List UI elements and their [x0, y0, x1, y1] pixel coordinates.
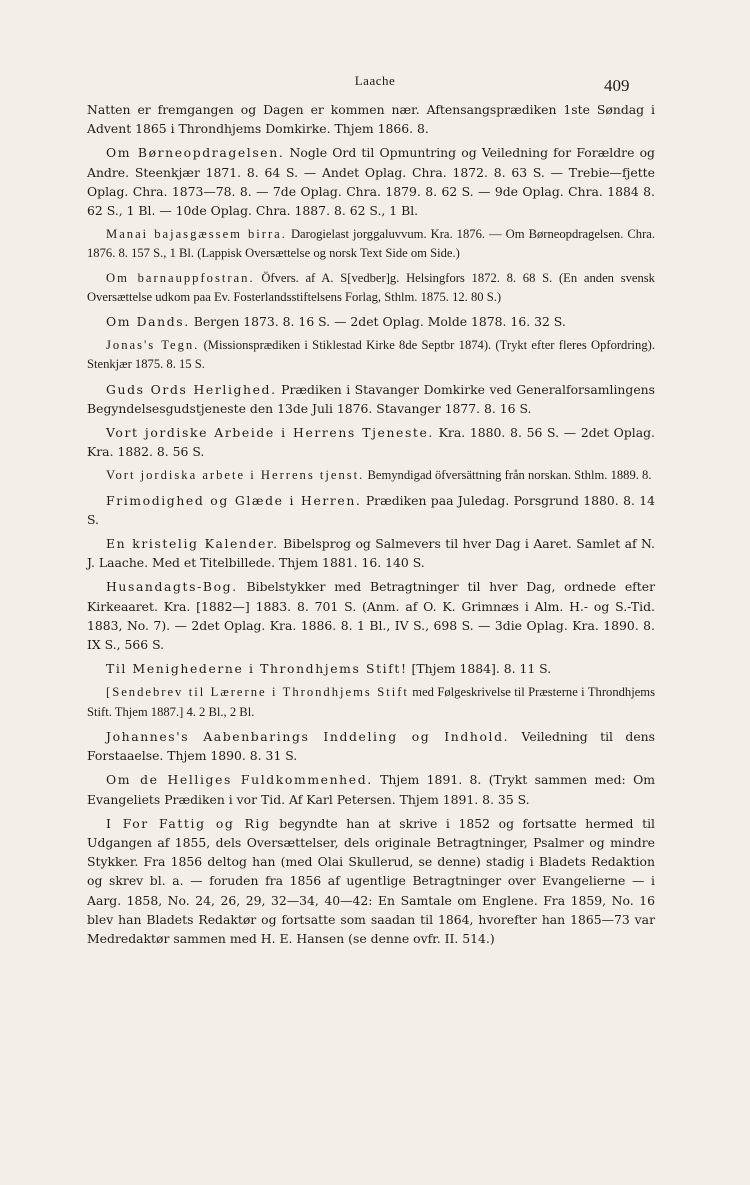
entry-title: Frimodighed og Glæde i Herren.	[106, 492, 362, 508]
bibliography-entry	[87, 380, 655, 418]
entry-text: Thjem 1891. 8. (Trykt sammen med: Om Evangeliets Prædiken i vor Tid. Af Karl Petersen. Thjem 1891. 8. 35 S.	[87, 772, 655, 807]
entry-title: Jonas's Tegn.	[106, 338, 200, 353]
entry-title: Om Dands.	[106, 314, 190, 330]
bibliography-entry	[87, 269, 655, 307]
bibliography-entry	[87, 683, 655, 721]
entry-title: Vort jordiska arbete i Herrens tjenst.	[106, 468, 365, 483]
running-title: Laache	[354, 73, 396, 88]
entry-title: Guds Ords Herlighed.	[106, 381, 277, 397]
entry-text: Veiledning til dens Forstaaelse. Thjem 1890. 8. 31 S.	[87, 728, 656, 764]
bibliography-entry	[87, 577, 655, 654]
bibliography-entry	[87, 100, 655, 138]
entry-title: Vort jordiske Arbeide i Herrens Tjeneste.	[106, 425, 434, 441]
bibliography-entry	[87, 225, 655, 263]
bibliography-entry	[87, 143, 655, 220]
entry-text: Öfvers. af A. S[vedber]g. Helsingfors 1872. 8. 68 S. (En anden svensk Oversættelse udkom paa Ev. Fosterlandsstiftelsens Forlag, Sthlm. 1875. 12. 80 S.)	[87, 270, 655, 304]
entry-title: I For Fattig og Rig	[106, 815, 271, 831]
bibliography-entry	[87, 312, 655, 331]
entry-text: Darogielast jorggaluvvum. Kra. 1876. — Om Børneopdragelsen. Chra. 1876. 8. 157 S., 1 Bl. (Lappisk Oversættelse og norsk Text Side om Side.)	[87, 227, 656, 261]
entry-text: Bibelstykker med Betragtninger til hver Dag, ordnede efter Kirkeaaret. Kra. [1882—] 1883. 8. 701 S. (Anm. af O. K. Grimnæs i Alm. H.- og S.-Tid. 1883, No. 7). — 2det Oplag. Kra. 1886. 8. 1 Bl., IV S., 698 S. — 3die Oplag. Kra. 1890. 8. IX S., 566 S.	[87, 579, 655, 653]
entry-title: En kristelig Kalender.	[106, 536, 279, 552]
bibliography-entry	[87, 491, 655, 529]
entry-title: Manai bajasgæssem birra.	[106, 227, 287, 242]
entry-text: Kra. 1880. 8. 56 S. — 2det Oplag. Kra. 1882. 8. 56 S.	[87, 425, 655, 460]
bibliography-entry	[87, 727, 655, 765]
bibliography-entry	[87, 336, 655, 374]
entry-title: Johannes's Aabenbarings Inddeling og Indhold.	[106, 728, 510, 744]
entry-title: Om de Helliges Fuldkommenhed.	[106, 772, 373, 788]
entry-text: begyndte han at skrive i 1852 og fortsatte hermed til Udgangen af 1855, dels Oversættelser, dels originale Betragtninger, Psalmer og mindre Stykker. Fra 1856 deltog han (med Olai Skullerud, se denne) stadig i Bladets Redaktion og skrev bl. a. — foruden fra 1856 af ugentlige Betragtninger over Evangelierne — i Aarg. 1858, No. 24, 26, 29, 32—34, 40—42: En Samtale om Englene. Fra 1859, No. 16 blev han Bladets Redaktør og fortsatte som saadan til 1864, hvorefter han 1865—73 var Medredaktør sammen med H. E. Hansen (se denne ovfr. II. 514.)	[87, 815, 655, 946]
bibliography-entry	[87, 814, 655, 948]
entry-text: med Følgeskrivelse til Præsterne i Throndhjems Stift. Thjem 1887.] 4. 2 Bl., 2 Bl.	[87, 685, 655, 719]
bibliography-entry	[87, 423, 655, 461]
entry-text: Natten er fremgangen og Dagen er kommen nær. Aftensangsprædiken 1ste Søndag i Advent 1865 i Throndhjems Domkirke. Thjem 1866. 8.	[87, 102, 655, 137]
entry-text: Nogle Ord til Opmuntring og Veiledning for Forældre og Andre. Steenkjær 1871. 8. 64 S. — Andet Oplag. Chra. 1872. 8. 63 S. — Trebie—fjette Oplag. Chra. 1873—78. 8. — 7de Oplag. Chra. 1879. 8. 62 S. — 9de Oplag. Chra. 1884 8. 62 S., 1 Bl. — 10de Oplag. Chra. 1887. 8. 62 S., 1 Bl.	[87, 145, 655, 219]
page-number: 409	[604, 76, 630, 95]
entry-title: [Sendebrev til Lærerne i Throndhjems Stift	[106, 685, 409, 700]
bibliography-body	[87, 100, 655, 953]
bibliography-entry	[87, 770, 655, 808]
entry-title: Om barnauppfostran.	[106, 270, 255, 285]
entry-text: (Missionsprædiken i Stiklestad Kirke 8de Septbr 1874). (Trykt efter fleres Opfordring). Stenkjær 1875. 8. 15 S.	[87, 338, 655, 372]
entry-text: Bemyndigad öfversättning från norskan. Sthlm. 1889. 8.	[364, 468, 652, 483]
bibliography-entry	[87, 659, 655, 678]
entry-text: Prædiken paa Juledag. Porsgrund 1880. 8. 14 S.	[87, 492, 655, 527]
entry-text: Bergen 1873. 8. 16 S. — 2det Oplag. Molde 1878. 16. 32 S.	[189, 314, 566, 330]
entry-text: [Thjem 1884]. 8. 11 S.	[407, 661, 552, 677]
bibliography-entry	[87, 466, 655, 485]
entry-text: Bibelsprog og Salmevers til hver Dag i Aaret. Samlet af N. J. Laache. Med et Titelbillede. Thjem 1881. 16. 140 S.	[87, 536, 655, 571]
entry-text: Prædiken i Stavanger Domkirke ved Generalforsamlingens Begyndelsesgudstjeneste den 13de Juli 1876. Stavanger 1877. 8. 16 S.	[87, 381, 655, 416]
entry-title: Til Menighederne i Throndhjems Stift!	[106, 661, 408, 677]
entry-title: Husandagts-Bog.	[106, 579, 238, 595]
entry-title: Om Børneopdragelsen.	[106, 145, 285, 161]
bibliography-entry	[87, 534, 655, 572]
